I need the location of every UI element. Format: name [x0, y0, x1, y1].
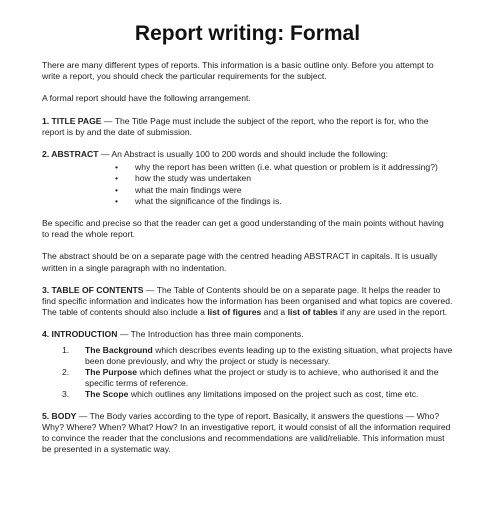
section-body [42, 411, 453, 456]
list-item [115, 162, 453, 173]
section-heading: 3. TABLE OF CONTENTS [42, 284, 144, 295]
list-item [115, 196, 453, 207]
intro-paragraph: There are many different types of reports. This information is a basic outline only. Before you attempt to write a report, you should check the particular requirements for the subject. [42, 60, 434, 82]
bullet-icon: • [115, 173, 119, 184]
bold-term: The Purpose [85, 367, 138, 378]
section-title-page [42, 116, 453, 138]
section-heading: 5. BODY [42, 410, 77, 421]
section-text: — An Abstract is usually 100 to 200 words and should include the following: [98, 149, 388, 160]
list-item-text: how the study was undertaken [135, 173, 252, 184]
bold-term: list of tables [287, 307, 338, 318]
bold-term: The Scope [85, 389, 129, 400]
list-item [115, 173, 453, 184]
abstract-paragraph: Be specific and precise so that the reader can get a good understanding of the main points without having to read the whole report. [42, 218, 444, 240]
bold-term: list of figures [207, 307, 262, 318]
list-item [115, 185, 453, 196]
section-heading: 1. TITLE PAGE [42, 115, 102, 126]
section-text: and a [261, 307, 288, 318]
abstract-bullet-list [42, 162, 453, 207]
list-number: 2. [62, 367, 70, 378]
section-text: — The Title Page must include the subject of the report, who the report is for, who the report is by and the date of submission. [42, 115, 429, 137]
bullet-icon: • [115, 184, 119, 195]
list-item-text: which describes events leading up to the existing situation, what projects have been done previously, and why the project or study is necessary. [85, 344, 453, 366]
list-item-text: why the report has been written (i.e. what question or problem is it addressing?) [135, 162, 438, 173]
section-heading: 4. INTRODUCTION [42, 329, 118, 340]
section-text: — The Introduction has three main components. [117, 329, 304, 340]
section-table-of-contents [42, 285, 453, 319]
section-introduction [42, 329, 453, 340]
arrangement-paragraph: A formal report should have the following arrangement. [42, 93, 251, 104]
list-number: 3. [62, 389, 70, 400]
section-text: — The Table of Contents should be on a separate page. It helps the reader to find specific information and indicates how the information has been organised and what topics are covered. The table of contents should also include a [42, 284, 453, 318]
page-title: Report writing: Formal [134, 22, 361, 45]
bullet-icon: • [115, 162, 119, 173]
list-number: 1. [62, 344, 70, 355]
section-abstract [42, 149, 453, 160]
bullet-icon: • [115, 195, 119, 206]
list-item-text: what the main findings were [135, 184, 242, 195]
section-text: — The Body varies according to the type of report. Basically, it answers the questions — Who? Why? Where? When? What? How? In an investigative report, it would consist of all the information required to convince the reader that the conclusions and recommendations are valid/reliable. This information must be presented in a systematic way. [42, 410, 451, 455]
list-item [62, 389, 453, 400]
section-text: if any are used in the report. [337, 307, 448, 318]
list-item-text: what the significance of the findings is. [135, 195, 282, 206]
abstract-paragraph: The abstract should be on a separate page with the centred heading ABSTRACT in capitals. It is usually written in a single paragraph with no indentation. [42, 251, 438, 273]
bold-term: The Background [85, 344, 153, 355]
introduction-numbered-list [42, 345, 453, 401]
list-item [62, 345, 453, 367]
section-heading: 2. ABSTRACT [42, 149, 99, 160]
list-item-text: which defines what the project or study is to achieve, who authorised it and the specific terms of reference. [85, 367, 439, 389]
list-item [62, 367, 453, 389]
list-item-text: which outlines any limitations imposed on the project such as cost, time etc. [128, 389, 419, 400]
